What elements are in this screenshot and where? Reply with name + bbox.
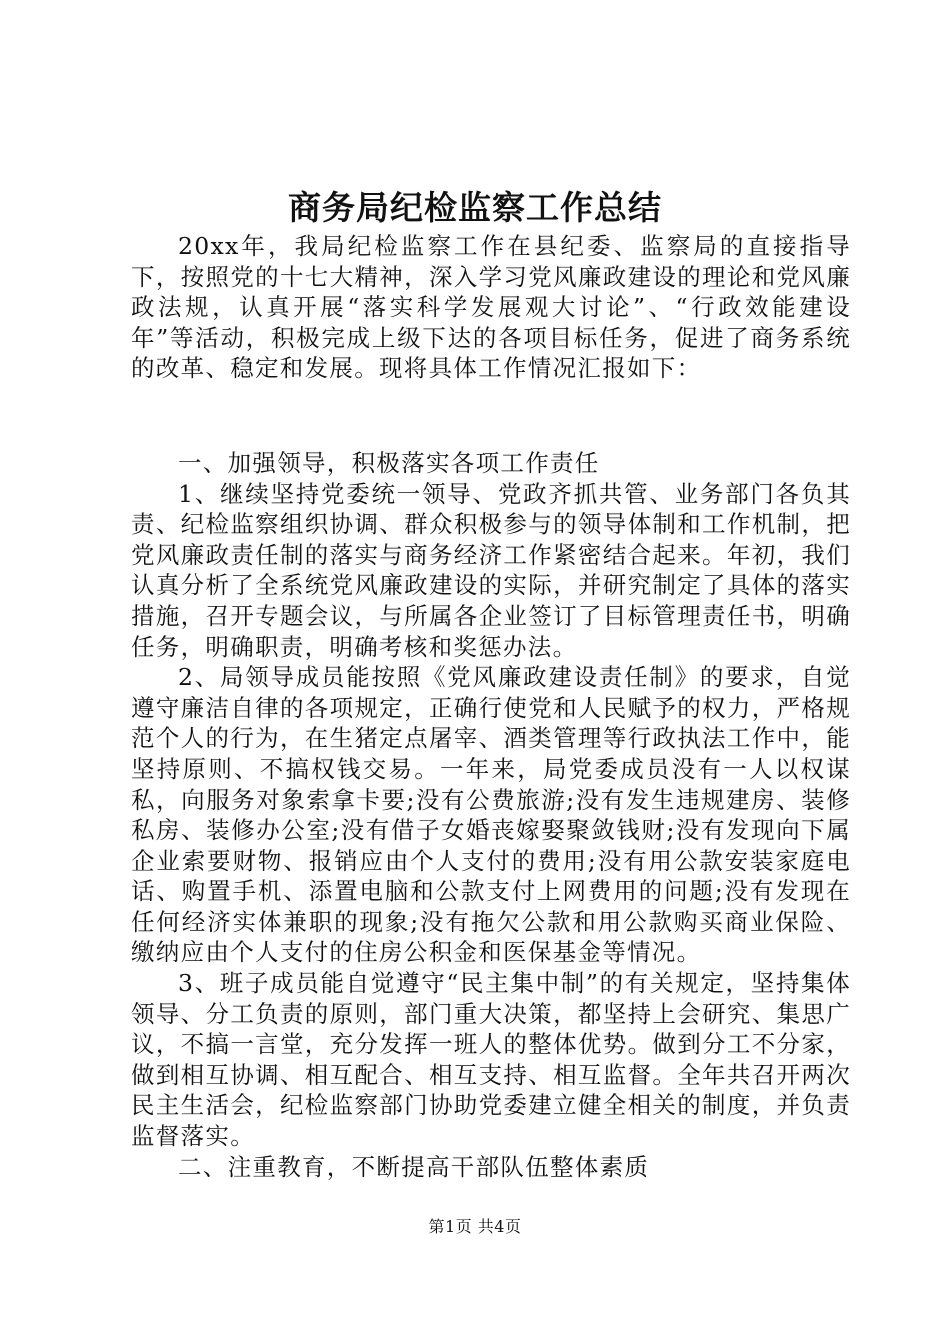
document-body bbox=[131, 231, 851, 1182]
paragraph-spacer bbox=[131, 384, 851, 448]
page-number-footer: 第1页 共4页 bbox=[428, 1217, 522, 1236]
document-title: 商务局纪检监察工作总结 bbox=[288, 188, 662, 227]
item-paragraph-1: 1、继续坚持党委统一领导、党政齐抓共管、业务部门各负其责、纪检监察组织协调、群众积极参与的领导体制和工作机制，把党风廉政责任制的落实与商务经济工作紧密结合起来。年初，我们认真分析了全系统党风廉政建设的实际，并研究制定了具体的落实措施，召开专题会议，与所属各企业签订了目标管理责任书，明确任务，明确职责，明确考核和奖惩办法。 bbox=[131, 479, 851, 661]
item-paragraph-3: 3、班子成员能自觉遵守“民主集中制”的有关规定，坚持集体领导、分工负责的原则，部门重大决策，都坚持上会研究、集思广议，不搞一言堂，充分发挥一班人的整体优势。做到分工不分家，做到相互协调、相互配合、相互支持、相互监督。全年共召开两次民主生活会，纪检监察部门协助党委建立健全相关的制度，并负责监督落实。 bbox=[131, 969, 851, 1151]
intro-paragraph: 20xx年，我局纪检监察工作在县纪委、监察局的直接指导下，按照党的十七大精神，深入学习党风廉政建设的理论和党风廉政法规，认真开展“落实科学发展观大讨论”、“行政效能建设年”等活动，积极完成上级下达的各项目标任务，促进了商务系统的改革、稳定和发展。现将具体工作情况汇报如下： bbox=[131, 232, 851, 383]
item-paragraph-2: 2、局领导成员能按照《党风廉政建设责任制》的要求，自觉遵守廉洁自律的各项规定，正确行使党和人民赋予的权力，严格规范个人的行为，在生猪定点屠宰、酒类管理等行政执法工作中，能坚持原则、不搞权钱交易。一年来，局党委成员没有一人以权谋私，向服务对象索拿卡要;没有公费旅游;没有发生违规建房、装修私房、装修办公室;没有借子女婚丧嫁娶聚敛钱财;没有发现向下属企业索要财物、报销应由个人支付的费用;没有用公款安装家庭电话、购置手机、添置电脑和公款支付上网费用的问题;没有发现在任何经济实体兼职的现象;没有拖欠公款和用公款购买商业保险、缴纳应由个人支付的住房公积金和医保基金等情况。 bbox=[131, 663, 851, 967]
section-heading-2: 二、注重教育，不断提高干部队伍整体素质 bbox=[178, 1152, 650, 1181]
section-heading-1: 一、加强领导，积极落实各项工作责任 bbox=[178, 448, 600, 477]
